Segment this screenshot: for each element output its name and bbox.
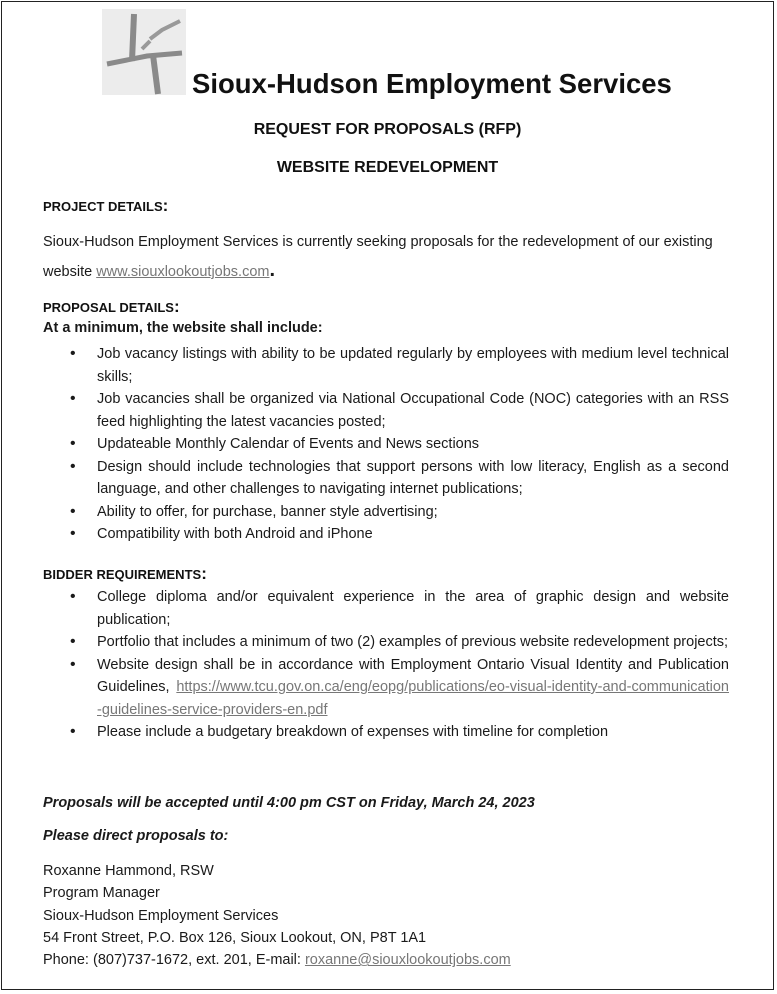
rfp-title: REQUEST FOR PROPOSALS (RFP)	[253, 121, 522, 138]
bidder-requirements-heading: BIDDER REQUIREMENTS:	[43, 564, 207, 583]
direct-proposals-label: Please direct proposals to:	[43, 828, 229, 844]
proposal-details-heading: PROPOSAL DETAILS:	[43, 297, 180, 316]
contact-block	[43, 860, 511, 971]
list-item: • Portfolio that includes a minimum of two (2) examples of previous website redevelopment projects;	[43, 631, 729, 654]
list-item: • Compatibility with both Android and iPhone	[43, 523, 729, 546]
cross-logo-icon	[102, 9, 186, 95]
organization-name: Sioux-Hudson Employment Services	[192, 68, 672, 99]
list-item: • Ability to offer, for purchase, banner style advertising;	[43, 501, 729, 524]
bidder-requirements-list	[43, 586, 729, 744]
project-details-heading-text: PROJECT DETAILS	[43, 199, 163, 214]
guidelines-link[interactable]: https://www.tcu.gov.on.ca/eng/eopg/publications/eo-visual-identity-and-communication-guidelines-service-providers-en.pdf	[97, 679, 729, 718]
contact-address: 54 Front Street, P.O. Box 126, Sioux Lookout, ON, P8T 1A1	[43, 929, 427, 946]
deadline-text: Proposals will be accepted until 4:00 pm CST on Friday, March 24, 2023	[43, 795, 535, 811]
proposal-details-list	[43, 343, 729, 546]
rfp-document	[1, 1, 774, 990]
list-item: • College diploma and/or equivalent experience in the area of graphic design and website publication;	[43, 586, 729, 631]
contact-name: Roxanne Hammond, RSW	[43, 863, 214, 879]
email-link[interactable]: roxanne@siouxlookoutjobs.com	[304, 952, 511, 969]
project-details-text	[43, 228, 733, 286]
list-item-guidelines	[43, 654, 729, 722]
proposal-details-subheading: At a minimum, the website shall include:	[43, 320, 323, 336]
list-item: • Design should include technologies that support persons with low literacy, English as a second language, and other challenges to navigating internet publications;	[43, 456, 729, 501]
list-item: • Please include a budgetary breakdown of expenses with timeline for completion	[43, 721, 729, 744]
list-item: • Updateable Monthly Calendar of Events and News sections	[43, 433, 729, 456]
project-details-body: Sioux-Hudson Employment Services is currently seeking proposals for the redevelopment of our existing website	[43, 234, 713, 280]
organization-logo	[102, 9, 186, 95]
project-details-heading: PROJECT DETAILS:	[43, 196, 169, 215]
guidelines-text: Website design shall be in accordance with Employment Ontario Visual Identity and Publication Guidelines,	[97, 656, 729, 695]
contact-phone-email	[43, 949, 511, 971]
contact-phone: Phone: (807)737-1672, ext. 201, E-mail:	[43, 952, 305, 969]
end-period: .	[269, 259, 276, 281]
project-title: WEBSITE REDEVELOPMENT	[276, 159, 499, 176]
contact-organization: Sioux-Hudson Employment Services	[43, 907, 279, 924]
website-link[interactable]: www.siouxlookoutjobs.com	[96, 264, 270, 280]
bidder-requirements-heading-text: BIDDER REQUIREMENTS	[43, 567, 202, 582]
contact-title: Program Manager	[43, 885, 160, 902]
list-item: • Job vacancy listings with ability to be updated regularly by employees with medium level technical skills;	[43, 343, 729, 388]
list-item: • Job vacancies shall be organized via National Occupational Code (NOC) categories with an RSS feed highlighting the latest vacancies posted;	[43, 388, 729, 433]
proposal-details-heading-text: PROPOSAL DETAILS	[43, 300, 174, 315]
